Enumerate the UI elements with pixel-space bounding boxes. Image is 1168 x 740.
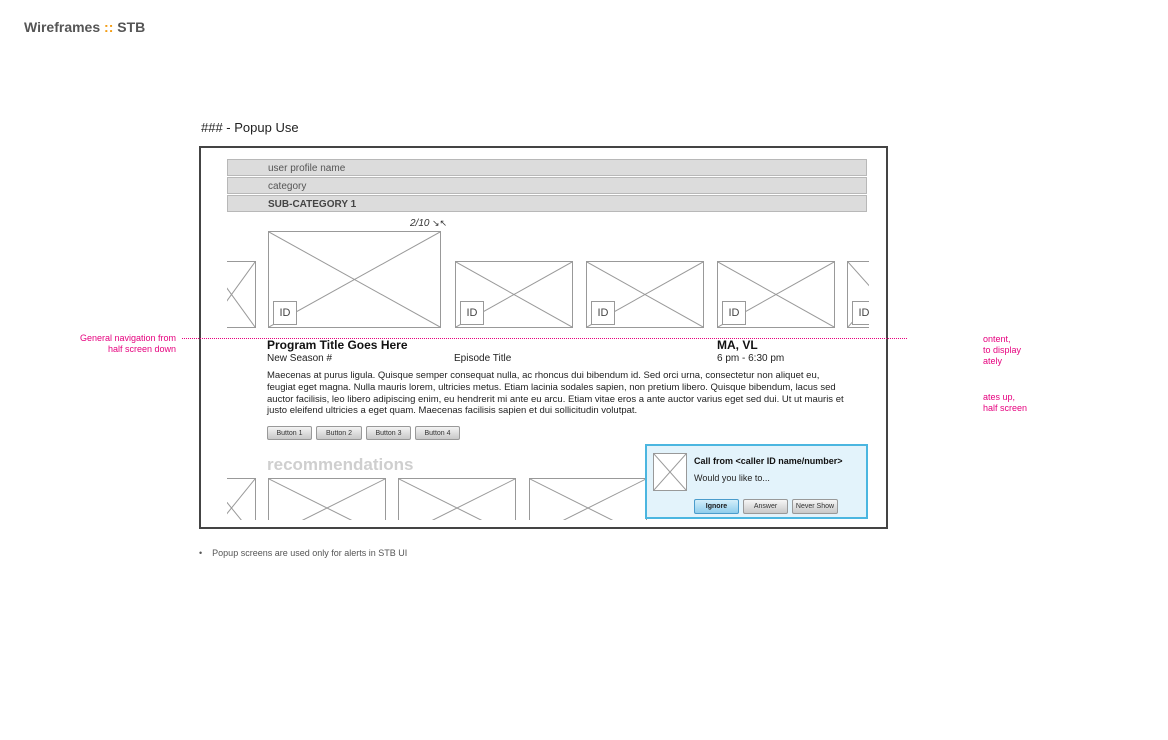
tile-id-label: ID xyxy=(460,301,484,325)
button-4[interactable]: Button 4 xyxy=(415,426,460,440)
page-indicator: 2/10 xyxy=(410,218,430,229)
button-3[interactable]: Button 3 xyxy=(366,426,411,440)
placeholder-image-icon xyxy=(227,262,255,327)
tv-screen xyxy=(227,158,869,520)
button-2[interactable]: Button 2 xyxy=(316,426,362,440)
annotation-line: half screen xyxy=(983,403,1028,413)
program-title: Program Title Goes Here xyxy=(267,338,408,352)
carousel-tile-focused[interactable] xyxy=(268,231,441,328)
recommendation-tile[interactable] xyxy=(529,478,647,520)
button-1[interactable]: Button 1 xyxy=(267,426,312,440)
carousel-tile-partial-left[interactable] xyxy=(227,261,256,328)
menu-category[interactable]: category xyxy=(227,177,867,194)
footnote xyxy=(199,548,407,558)
ignore-button[interactable]: Ignore xyxy=(694,499,739,514)
recommendations-heading: recommendations xyxy=(267,455,414,474)
never-show-button[interactable]: Never Show xyxy=(792,499,838,514)
annotation-line: ates up, xyxy=(983,392,1016,402)
carousel-tile-partial-right[interactable] xyxy=(847,261,869,328)
expand-arrows-icon[interactable]: ↘↖ xyxy=(432,218,448,228)
placeholder-image-icon xyxy=(530,479,646,520)
recommendation-tile[interactable] xyxy=(398,478,516,520)
popup-message: Would you like to... xyxy=(694,473,770,483)
answer-button[interactable]: Answer xyxy=(743,499,788,514)
navigation-guide-line xyxy=(182,338,907,339)
annotation-line: General navigation from xyxy=(79,333,176,343)
menu-user-profile[interactable]: user profile name xyxy=(227,159,867,176)
placeholder-image-icon xyxy=(399,479,515,520)
placeholder-image-icon xyxy=(227,479,255,520)
placeholder-image-icon xyxy=(269,479,385,520)
carousel-tile[interactable] xyxy=(717,261,835,328)
bullet-icon: • xyxy=(199,548,203,558)
tile-id-label: ID xyxy=(852,301,869,325)
recommendation-tile[interactable] xyxy=(268,478,386,520)
incoming-call-popup xyxy=(645,444,868,519)
popup-title: Call from <caller ID name/number> xyxy=(694,456,843,466)
carousel-tile[interactable] xyxy=(586,261,704,328)
section-title: ### - Popup Use xyxy=(201,120,299,135)
annotation-right-bottom xyxy=(983,392,1027,414)
carousel-tile[interactable] xyxy=(455,261,573,328)
recommendation-tile-partial[interactable] xyxy=(227,478,256,520)
time-range: 6 pm - 6:30 pm xyxy=(717,353,785,364)
annotation-right-top xyxy=(983,334,1021,367)
annotation-line: ontent, xyxy=(983,334,1011,344)
placeholder-image-icon xyxy=(654,454,686,490)
episode-title: Episode Title xyxy=(454,353,512,364)
brand-name: Wireframes xyxy=(24,19,101,35)
channel-name: MA, VL xyxy=(717,338,758,352)
season-label: New Season # xyxy=(267,353,333,364)
menu-subcategory[interactable]: SUB-CATEGORY 1 xyxy=(227,195,867,212)
header-title xyxy=(24,19,145,35)
product-name: STB xyxy=(117,19,146,35)
annotation-line: ately xyxy=(983,356,1003,366)
header-separator: :: xyxy=(104,19,114,35)
annotation-line: half screen down xyxy=(107,344,176,354)
program-description: Maecenas at purus ligula. Quisque semper consequat nulla, ac rhoncus dui bibendum id. Sed orci urna, consectetur non aliquet eu, feugiat eget magna. Nulla mauris lorem, ultricies metus. Etiam lacinia sodales sapien, non pretium libero. Quisque bibendum, lacus sed auctor facilisis, leo libero adipiscing enim, eu hendrerit mi ante eu arcu. Etiam vitae eros a ante auctor varius eget sed dui. Ut ut mauris et justo eleifend ultricies a eget quam. Maecenas facilisis sapien et dui sollicitudin volutpat. xyxy=(267,370,844,417)
tile-id-label: ID xyxy=(591,301,615,325)
annotation-line: to display xyxy=(983,345,1022,355)
caller-image-placeholder xyxy=(653,453,687,491)
footnote-text: Popup screens are used only for alerts in STB UI xyxy=(212,548,408,558)
tile-id-label: ID xyxy=(722,301,746,325)
annotation-left xyxy=(80,333,176,355)
tile-id-label: ID xyxy=(273,301,297,325)
